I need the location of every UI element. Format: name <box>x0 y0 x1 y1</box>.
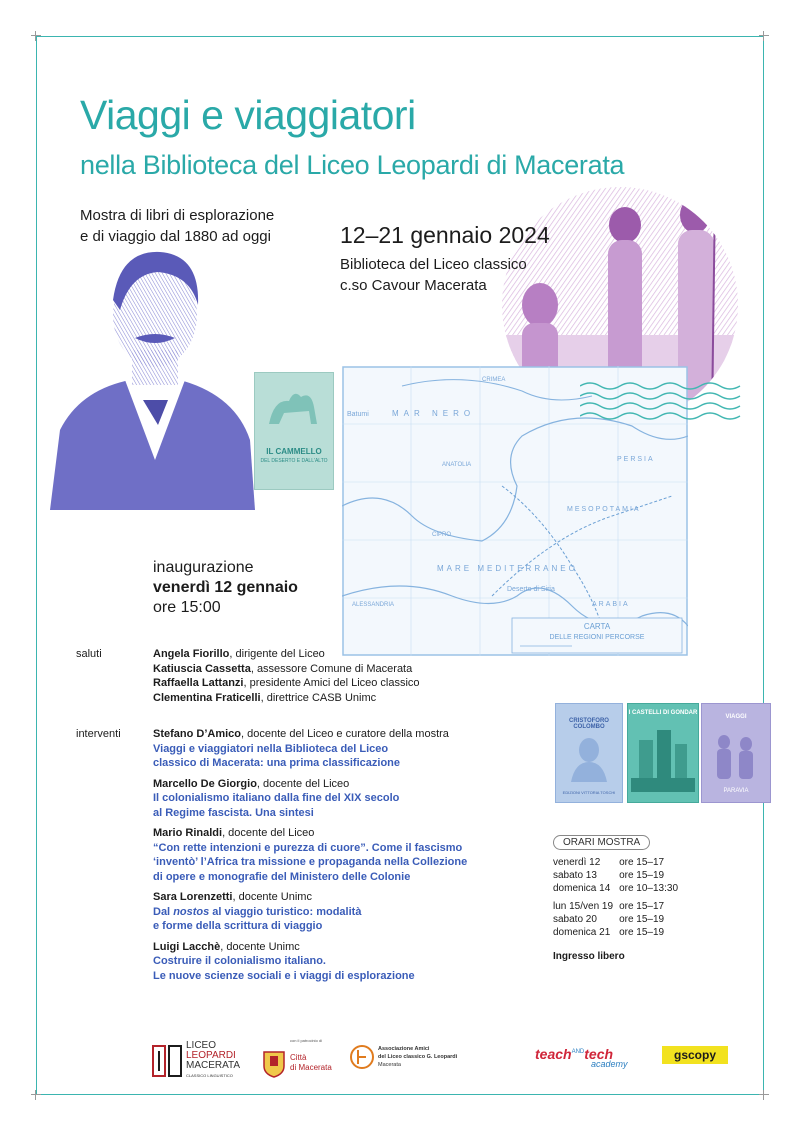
inauguration-label: inaugurazione <box>153 559 254 576</box>
map-label: MESOPOTAMIA <box>567 506 641 513</box>
talk-title: al Regime fascista. Una sintesi <box>153 806 314 819</box>
venue-line: Biblioteca del Liceo classico <box>340 256 527 273</box>
associazione-line: Macerata <box>378 1062 401 1068</box>
orari-row: domenica 21 ore 15–19 <box>553 927 665 938</box>
orari-row: sabato 20 ore 15–19 <box>553 914 665 925</box>
book-cover-cammello <box>254 372 334 490</box>
travelers-icon <box>706 724 766 784</box>
map-label: CRIMEA <box>482 377 506 383</box>
description-line: e di viaggio dal 1880 ad oggi <box>80 228 271 245</box>
poster-title: Viaggi e viaggiatori <box>80 92 416 138</box>
tech-word: tech <box>584 1046 614 1062</box>
camel-icon <box>259 379 329 439</box>
saluti-item: Raffaella Lattanzi, presidente Amici del Liceo classico <box>153 677 420 689</box>
orari-row: lun 15/ven 19 ore 15–17 <box>553 901 665 912</box>
saluti-label: saluti <box>76 648 102 660</box>
crop-mark <box>31 1090 41 1100</box>
orari-row: domenica 14 ore 10–13:30 <box>553 883 679 894</box>
talk-title: “Con rette intenzioni e purezza di cuore”. Come il fascismo <box>153 841 463 854</box>
exhibition-venue <box>340 254 527 296</box>
talk-title: Il colonialismo italiano dalla fine del XIX secolo <box>153 792 400 804</box>
inauguration-time: ore 15:00 <box>153 599 221 616</box>
liceo-line: MACERATA <box>186 1060 241 1071</box>
speaker: Sara Lorenzetti, docente Unimc <box>153 891 312 903</box>
citta-line: Città <box>290 1053 307 1062</box>
map-label: MARE MEDITERRANEO <box>437 564 578 573</box>
map-label: Batumi <box>347 411 369 418</box>
map-label: ANATOLIA <box>442 462 472 468</box>
orari-row: sabato 13 ore 15–19 <box>553 870 665 881</box>
ingresso-libero: Ingresso libero <box>553 951 625 962</box>
gscopy-logo: gscopy <box>662 1046 728 1064</box>
saluti-list <box>153 647 420 705</box>
map-legend-subtitle: DELLE REGIONI PERCORSE <box>549 634 645 641</box>
liceo-leopardi-logo <box>152 1041 240 1081</box>
crop-mark <box>31 31 41 41</box>
exhibition-description <box>80 205 274 247</box>
portrait-illustration <box>40 230 260 510</box>
speaker: Luigi Lacchè, docente Unimc <box>153 940 300 953</box>
talk-title: ‘inventò’ l’Africa tra missione e propaganda nella Collezione <box>153 856 468 868</box>
liceo-line: LICEO <box>186 1040 217 1051</box>
map-label: ALESSANDRIA <box>352 602 395 608</box>
academy-word: academy <box>591 1059 628 1069</box>
poster-subtitle: nella Biblioteca del Liceo Leopardi di Macerata <box>80 150 625 180</box>
map-legend-title: CARTA <box>583 622 611 631</box>
map-label: ARABIA <box>592 601 630 608</box>
teach-word: teach <box>535 1046 572 1062</box>
speaker: Stefano D’Amico, docente del Liceo e curatore della mostra <box>153 728 449 740</box>
book-footer: EDIZIONI VITTORIA TOSCHI <box>562 790 616 795</box>
talk-title: Viaggi e viaggiatori nella Biblioteca del Liceo <box>153 742 389 755</box>
talk-title: di opere e monografie del Ministero delle Colonie <box>153 870 411 883</box>
talk-title: e forme della scrittura di viaggio <box>153 920 323 932</box>
associazione-amici-logo <box>350 1042 457 1072</box>
liceo-logo-mark <box>152 1045 182 1077</box>
portrait-icon <box>569 734 609 782</box>
interventi-list <box>153 727 467 983</box>
book-cover-paravia <box>701 703 771 803</box>
map-label: MAR NERO <box>392 409 476 418</box>
book-footer: PARAVIA <box>723 788 749 794</box>
associazione-logo-mark <box>350 1042 374 1072</box>
map-label: CIPRO <box>432 532 452 538</box>
liceo-line: CLASSICO LINGUISTICO <box>186 1073 233 1078</box>
talk-title: Le nuove scienze sociali e i viaggi di esplorazione <box>153 969 415 982</box>
orari-heading: ORARI MOSTRA <box>553 835 650 850</box>
inauguration-block <box>153 558 298 618</box>
saluti-item: Clementina Fraticelli, direttrice CASB Unimc <box>153 691 377 704</box>
exhibition-dates: 12–21 gennaio 2024 <box>340 222 550 248</box>
book-cover-gondar <box>627 703 699 803</box>
book-title: IL CAMMELLO <box>266 447 322 456</box>
saluti-item: Angela Fiorillo, dirigente del Liceo <box>153 648 325 660</box>
talk-title: classico di Macerata: una prima classificazione <box>153 757 400 769</box>
orari-table <box>553 856 684 939</box>
interventi-label: interventi <box>76 728 121 740</box>
comune-macerata-logo <box>262 1048 332 1078</box>
map-label: PERSIA <box>617 456 655 463</box>
associazione-line: del Liceo classico G. Leopardi <box>378 1054 458 1060</box>
talk-title: Dal nostos al viaggio turistico: modalità <box>153 905 362 918</box>
inauguration-day: venerdì 12 gennaio <box>153 579 298 596</box>
book-subtitle: DEL DESERTO E DALL'ALTO <box>260 458 328 464</box>
coat-of-arms-icon <box>262 1048 286 1078</box>
book-cover-colombo <box>555 703 623 803</box>
saluti-item: Katiuscia Cassetta, assessore Comune di Macerata <box>153 662 413 675</box>
book-title: I CASTELLI DI GONDAR <box>628 710 698 716</box>
teach-and-tech-logo <box>535 1046 628 1069</box>
liceo-line: LEOPARDI <box>186 1050 236 1061</box>
associazione-line: Associazione Amici <box>378 1046 430 1052</box>
description-line: Mostra di libri di esplorazione <box>80 207 275 224</box>
postmark-waves <box>580 378 750 428</box>
map-label: Deserto di Siria <box>507 586 555 593</box>
orari-row: venerdì 12 ore 15–17 <box>553 857 665 868</box>
citta-line: di Macerata <box>290 1063 332 1072</box>
castle-icon <box>631 720 695 792</box>
speaker: Mario Rinaldi, docente del Liceo <box>153 827 315 839</box>
talk-title: Costruire il colonialismo italiano. <box>153 955 326 967</box>
crop-mark <box>759 1090 769 1100</box>
book-title: VIAGGI <box>725 714 747 720</box>
book-title: CRISTOFORO COLOMBO <box>569 718 609 730</box>
crop-mark <box>759 31 769 41</box>
patrocinio-label: con il patrocinio di <box>290 1038 323 1043</box>
venue-line: c.so Cavour Macerata <box>340 277 487 294</box>
and-word: AND <box>571 1049 585 1055</box>
speaker: Marcello De Giorgio, docente del Liceo <box>153 777 350 790</box>
